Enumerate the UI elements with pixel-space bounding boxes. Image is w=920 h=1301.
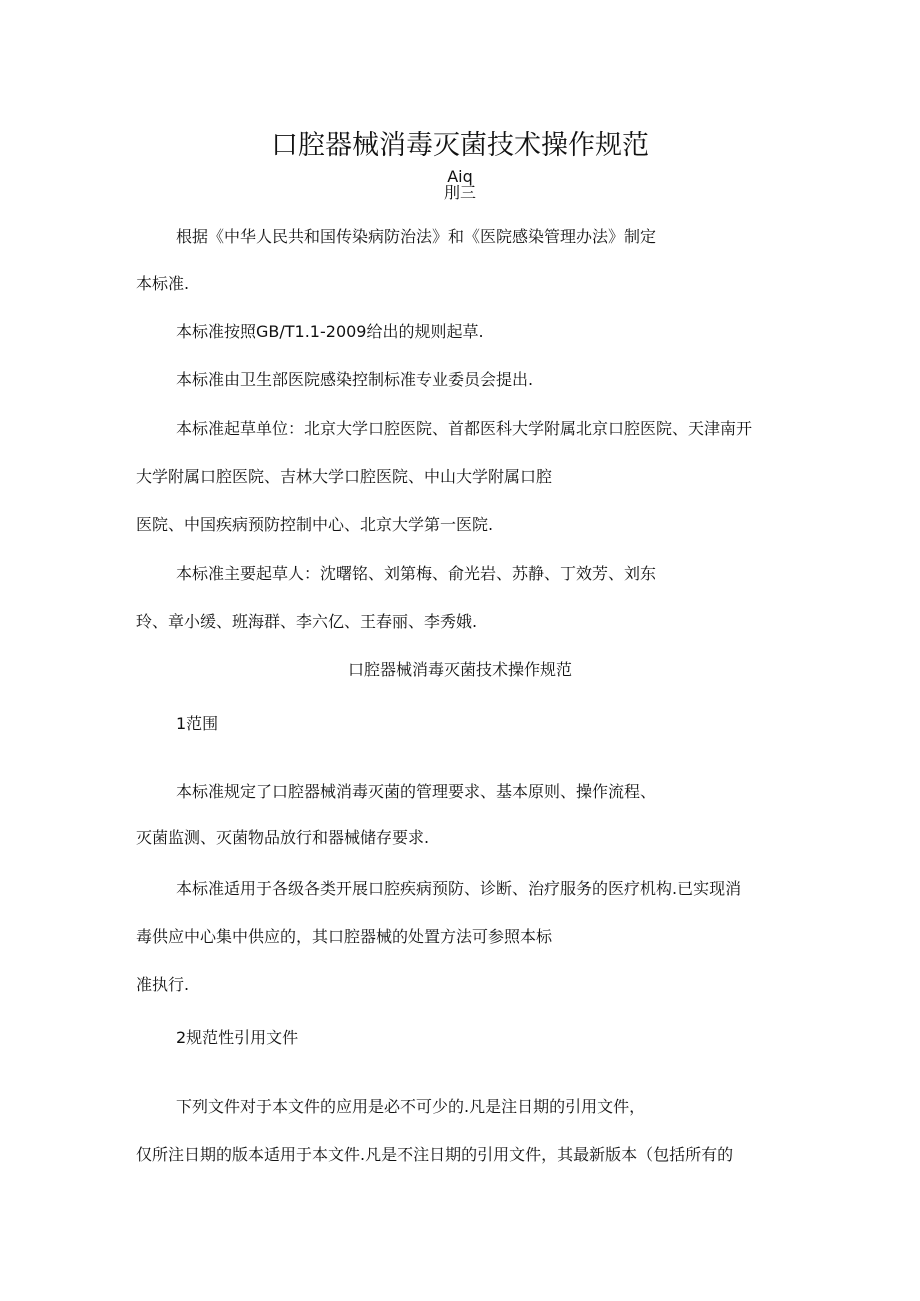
paragraph-line: 本标准按照GB/T1.1-2009给出的规则起草. — [176, 322, 484, 341]
paragraph-line: 本标准适用于各级各类开展口腔疾病预防、诊断、治疗服务的医疗机构.已实现消 — [176, 879, 742, 898]
paragraph-line: 大学附属口腔医院、吉林大学口腔医院、中山大学附属口腔 — [136, 467, 553, 486]
paragraph-line: 本标准由卫生部医院感染控制标准专业委员会提出. — [176, 370, 534, 389]
paragraph-line: 玲、章小缓、班海群、李六亿、王春丽、李秀娥. — [136, 612, 478, 631]
paragraph-line: 本标准规定了口腔器械消毒灭菌的管理要求、基本原则、操作流程、 — [176, 782, 657, 801]
section-heading-scope: 1范围 — [176, 714, 219, 733]
section-heading-references: 2规范性引用文件 — [176, 1028, 299, 1047]
paragraph-line: 毒供应中心集中供应的，其口腔器械的处置方法可参照本标 — [136, 927, 553, 946]
paragraph-line: 本标准. — [136, 274, 190, 293]
paragraph-line: 根据《中华人民共和国传染病防治法》和《医院感染管理办法》制定 — [176, 227, 657, 246]
paragraph-line: 下列文件对于本文件的应用是必不可少的.凡是注日期的引用文件， — [176, 1097, 646, 1116]
foreword-heading-bottom: 刖三 — [443, 183, 476, 202]
paragraph-line: 准执行. — [136, 975, 190, 994]
paragraph-line: 仅所注日期的版本适用于本文件.凡是不注日期的引用文件，其最新版本（包括所有的 — [136, 1145, 734, 1164]
paragraph-line: 医院、中国疾病预防控制中心、北京大学第一医院. — [136, 515, 494, 534]
foreword-heading-top: Aiq — [447, 167, 473, 186]
paragraph-line: 灭菌监测、灭菌物品放行和器械储存要求. — [136, 828, 430, 847]
paragraph-line: 本标准起草单位：北京大学口腔医院、首都医科大学附属北京口腔医院、天津南开 — [176, 419, 753, 438]
paragraph-line: 本标准主要起草人：沈曙铭、刘第梅、俞光岩、苏静、丁效芳、刘东 — [176, 564, 657, 583]
section-title: 口腔器械消毒灭菌技术操作规范 — [347, 660, 572, 679]
document-title: 口腔器械消毒灭菌技术操作规范 — [271, 130, 649, 161]
